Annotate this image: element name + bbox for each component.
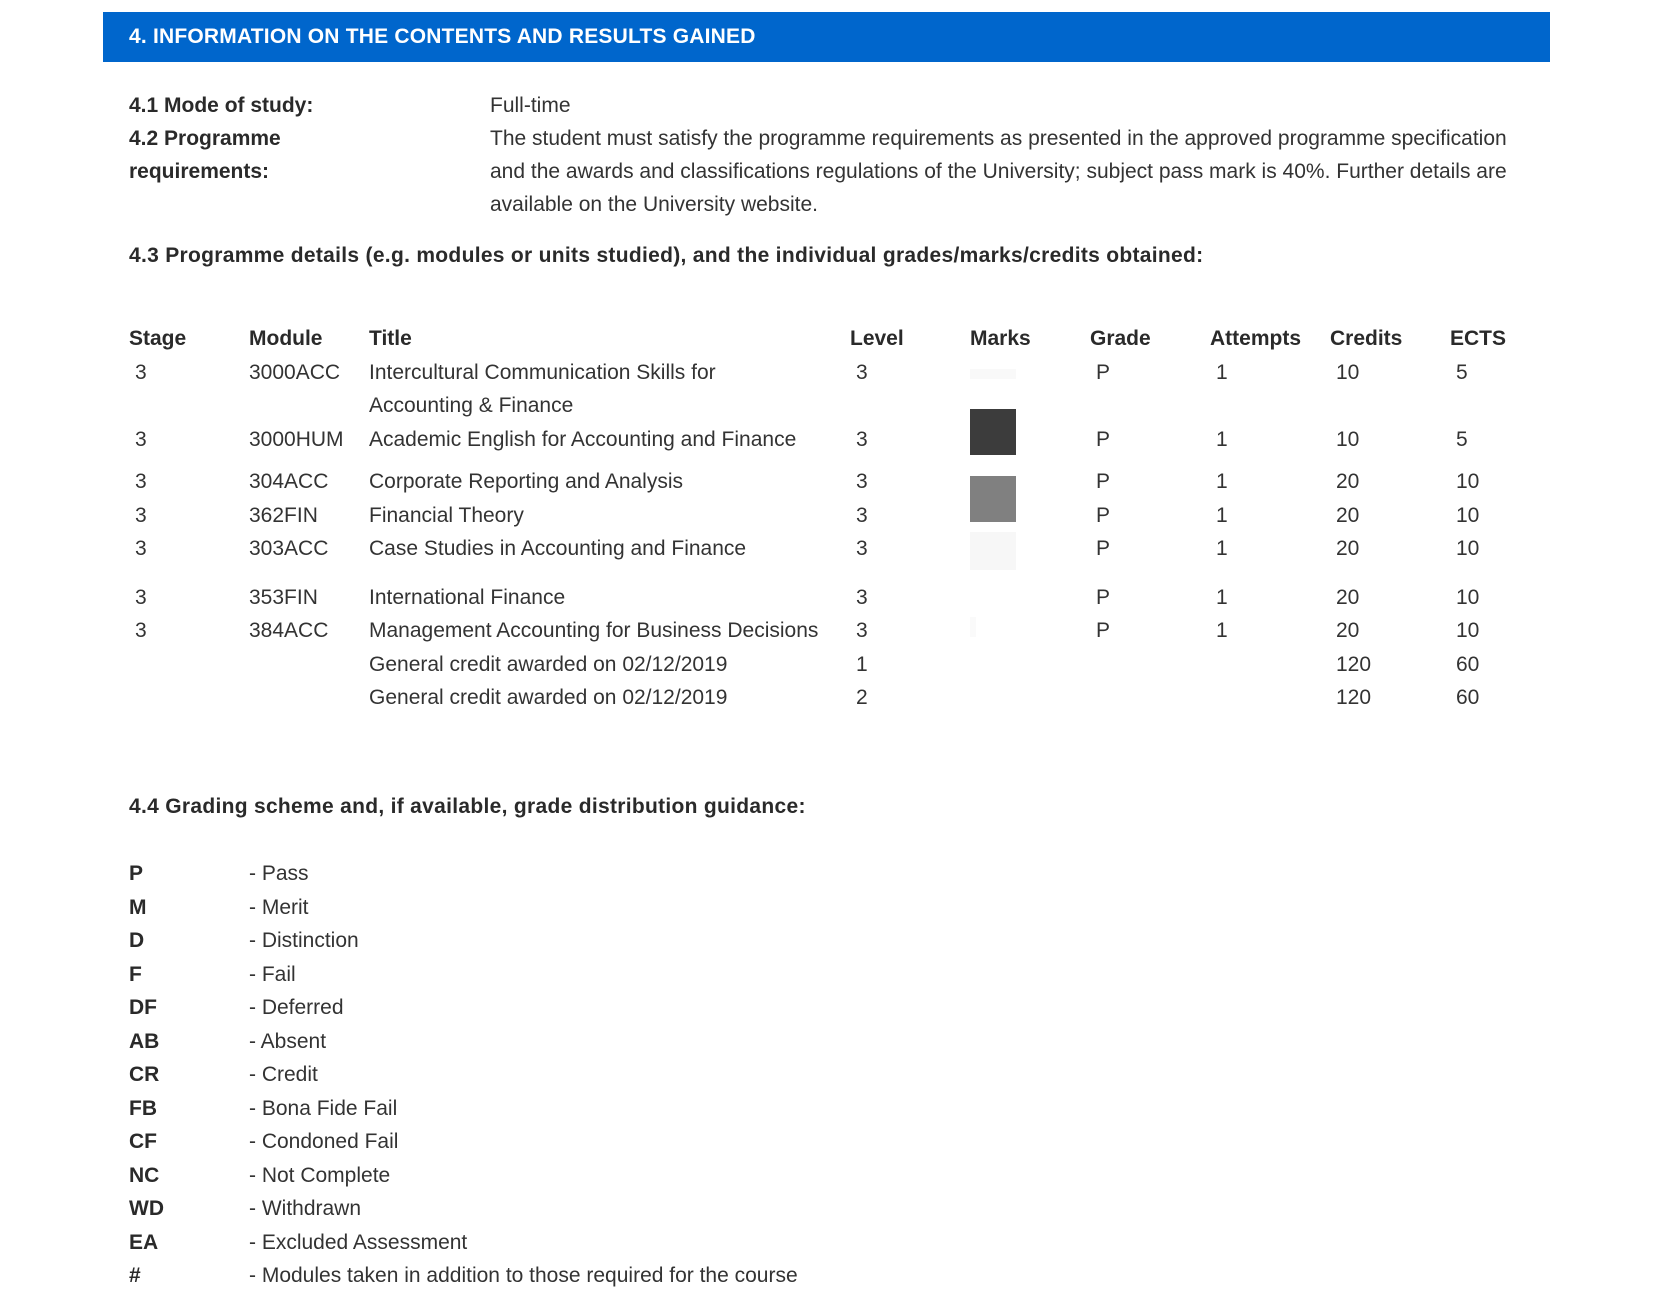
cell-module: 3000ACC — [249, 360, 341, 384]
legend-item — [129, 1092, 798, 1126]
column-header-ects: ECTS — [1450, 327, 1507, 350]
cell-ects: 10 — [1456, 537, 1480, 560]
table-row — [129, 423, 1530, 466]
programme-details-heading: 4.3 Programme details (e.g. modules or units studied), and the individual grades/marks/credits obtained: — [129, 244, 1204, 267]
redacted-mark — [970, 617, 976, 637]
cell-credits: 120 — [1336, 686, 1372, 709]
cell-credits: 10 — [1336, 427, 1360, 451]
legend-code: # — [129, 1264, 141, 1287]
cell-level: 3 — [856, 537, 868, 560]
requirements-label-line1: 4.2 Programme — [129, 127, 281, 150]
cell-ects: 60 — [1456, 652, 1480, 676]
legend-desc: - Withdrawn — [249, 1197, 362, 1220]
cell-stage: 3 — [135, 619, 147, 642]
cell-credits: 20 — [1336, 470, 1360, 493]
cell-attempts — [1210, 648, 1330, 682]
cell-grade: P — [1096, 619, 1111, 642]
legend-desc: - Bona Fide Fail — [249, 1096, 398, 1120]
cell-grade: P — [1096, 585, 1111, 609]
cell-module: 384ACC — [249, 619, 329, 642]
cell-title: International Finance — [369, 585, 566, 609]
grading-scheme-heading: 4.4 Grading scheme and, if available, grade distribution guidance: — [129, 795, 806, 818]
redacted-mark — [970, 476, 1016, 522]
programme-info — [129, 89, 1529, 221]
table-row — [129, 532, 1530, 581]
cell-grade: P — [1096, 470, 1111, 493]
section-title: 4. INFORMATION ON THE CONTENTS AND RESULTS GAINED — [103, 12, 1550, 62]
legend-item — [129, 1125, 798, 1159]
cell-marks — [970, 681, 1090, 715]
cell-attempts: 1 — [1216, 619, 1228, 642]
cell-level: 3 — [856, 427, 868, 451]
legend-desc: - Not Complete — [249, 1163, 391, 1187]
grading-legend — [129, 857, 798, 1293]
cell-attempts: 1 — [1216, 585, 1228, 609]
legend-code: DF — [129, 996, 157, 1019]
legend-code: FB — [129, 1096, 157, 1120]
legend-desc: - Fail — [249, 962, 296, 986]
cell-module: 303ACC — [249, 537, 329, 560]
legend-code: CR — [129, 1063, 160, 1086]
cell-title: Academic English for Accounting and Finance — [369, 427, 797, 451]
legend-desc: - Distinction — [249, 929, 359, 952]
legend-item — [129, 958, 798, 992]
mode-of-study-label: 4.1 Mode of study: — [129, 94, 314, 117]
legend-desc: - Absent — [249, 1029, 327, 1053]
requirements-label-line2: requirements: — [129, 160, 270, 183]
legend-code: CF — [129, 1130, 157, 1153]
cell-ects: 60 — [1456, 686, 1480, 709]
cell-attempts — [1210, 681, 1330, 715]
table-header-row — [129, 322, 1530, 356]
cell-title: Management Accounting for Business Decisions — [369, 619, 819, 642]
cell-title: General credit awarded on 02/12/2019 — [369, 652, 728, 676]
cell-ects: 5 — [1456, 427, 1468, 451]
cell-grade: P — [1096, 503, 1111, 527]
requirements-row — [129, 122, 1529, 221]
table-row — [129, 648, 1530, 682]
cell-grade: P — [1096, 427, 1111, 451]
column-header-credits: Credits — [1330, 327, 1403, 350]
column-header-attempts: Attempts — [1210, 327, 1302, 350]
cell-marks — [970, 499, 1090, 533]
cell-stage: 3 — [135, 537, 147, 560]
cell-marks — [970, 614, 1090, 648]
legend-desc: - Modules taken in addition to those required for the course — [249, 1264, 798, 1287]
cell-ects: 10 — [1456, 503, 1480, 527]
table-row — [129, 465, 1530, 499]
redacted-mark — [970, 369, 1016, 379]
cell-marks — [970, 423, 1090, 466]
column-header-stage: Stage — [129, 327, 187, 350]
legend-desc: - Excluded Assessment — [249, 1230, 468, 1254]
modules-table — [129, 322, 1530, 715]
requirements-value: The student must satisfy the programme requirements as presented in the approved programme specification and the awards and classifications regulations of the University; subject pass mark is 40%. Further details are available on the University website. — [490, 127, 1507, 216]
cell-title: Corporate Reporting and Analysis — [369, 470, 684, 493]
cell-stage: 3 — [135, 360, 147, 384]
column-header-title: Title — [369, 327, 412, 350]
legend-item — [129, 1025, 798, 1059]
cell-level: 2 — [856, 686, 868, 709]
table-row — [129, 681, 1530, 715]
cell-title: Intercultural Communication Skills for Accounting & Finance — [369, 360, 716, 417]
legend-item — [129, 857, 798, 891]
legend-desc: - Deferred — [249, 996, 344, 1019]
cell-module — [249, 681, 369, 715]
cell-ects: 10 — [1456, 585, 1480, 609]
legend-item — [129, 1058, 798, 1092]
legend-desc: - Credit — [249, 1063, 318, 1086]
cell-stage: 3 — [135, 427, 147, 451]
requirements-label — [129, 122, 490, 221]
cell-credits: 20 — [1336, 619, 1360, 642]
legend-code: AB — [129, 1029, 160, 1053]
cell-level: 1 — [856, 652, 868, 676]
cell-level: 3 — [856, 503, 868, 527]
legend-item — [129, 1259, 798, 1293]
legend-desc: - Pass — [249, 862, 309, 885]
legend-item — [129, 1192, 798, 1226]
mode-of-study-value: Full-time — [490, 94, 571, 117]
cell-marks — [970, 532, 1090, 581]
legend-item — [129, 924, 798, 958]
cell-credits: 20 — [1336, 503, 1360, 527]
legend-item — [129, 991, 798, 1025]
legend-code: EA — [129, 1230, 159, 1254]
table-row — [129, 614, 1530, 648]
cell-stage — [129, 681, 249, 715]
cell-level: 3 — [856, 585, 868, 609]
cell-grade — [1090, 681, 1210, 715]
cell-stage: 3 — [135, 470, 147, 493]
legend-item — [129, 1226, 798, 1260]
mode-of-study-row — [129, 89, 1529, 122]
column-header-module: Module — [249, 327, 323, 350]
cell-module: 353FIN — [249, 585, 318, 609]
cell-level: 3 — [856, 619, 868, 642]
cell-credits: 10 — [1336, 360, 1360, 384]
cell-ects: 5 — [1456, 360, 1468, 384]
cell-level: 3 — [856, 360, 868, 384]
cell-module: 3000HUM — [249, 427, 344, 451]
cell-grade — [1090, 648, 1210, 682]
cell-module — [249, 648, 369, 682]
cell-marks — [970, 648, 1090, 682]
legend-code: D — [129, 929, 145, 952]
legend-item — [129, 891, 798, 925]
cell-level: 3 — [856, 470, 868, 493]
table-row — [129, 581, 1530, 615]
cell-module: 304ACC — [249, 470, 329, 493]
legend-desc: - Condoned Fail — [249, 1130, 399, 1153]
table-row — [129, 356, 1530, 423]
cell-attempts: 1 — [1216, 537, 1228, 560]
legend-code: P — [129, 862, 144, 885]
cell-title: General credit awarded on 02/12/2019 — [369, 686, 728, 709]
cell-stage — [129, 648, 249, 682]
legend-code: WD — [129, 1197, 164, 1220]
cell-attempts: 1 — [1216, 470, 1228, 493]
cell-attempts: 1 — [1216, 503, 1228, 527]
cell-ects: 10 — [1456, 619, 1480, 642]
column-header-level: Level — [850, 327, 904, 350]
cell-title: Financial Theory — [369, 503, 524, 527]
cell-stage: 3 — [135, 585, 147, 609]
cell-credits: 20 — [1336, 537, 1360, 560]
cell-module: 362FIN — [249, 503, 318, 527]
legend-code: NC — [129, 1163, 160, 1187]
column-header-grade: Grade — [1090, 327, 1151, 350]
cell-grade: P — [1096, 360, 1111, 384]
cell-credits: 20 — [1336, 585, 1360, 609]
cell-grade: P — [1096, 537, 1111, 560]
cell-ects: 10 — [1456, 470, 1480, 493]
cell-attempts: 1 — [1216, 427, 1228, 451]
legend-code: F — [129, 962, 142, 986]
redacted-mark — [970, 409, 1016, 455]
table-row — [129, 499, 1530, 533]
cell-marks — [970, 581, 1090, 615]
legend-item — [129, 1159, 798, 1193]
cell-stage: 3 — [135, 503, 147, 527]
cell-attempts: 1 — [1216, 360, 1228, 384]
cell-credits: 120 — [1336, 652, 1372, 676]
legend-desc: - Merit — [249, 895, 309, 919]
legend-code: M — [129, 895, 147, 919]
column-header-marks: Marks — [970, 327, 1031, 350]
cell-title: Case Studies in Accounting and Finance — [369, 537, 747, 560]
redacted-mark — [970, 532, 1016, 570]
